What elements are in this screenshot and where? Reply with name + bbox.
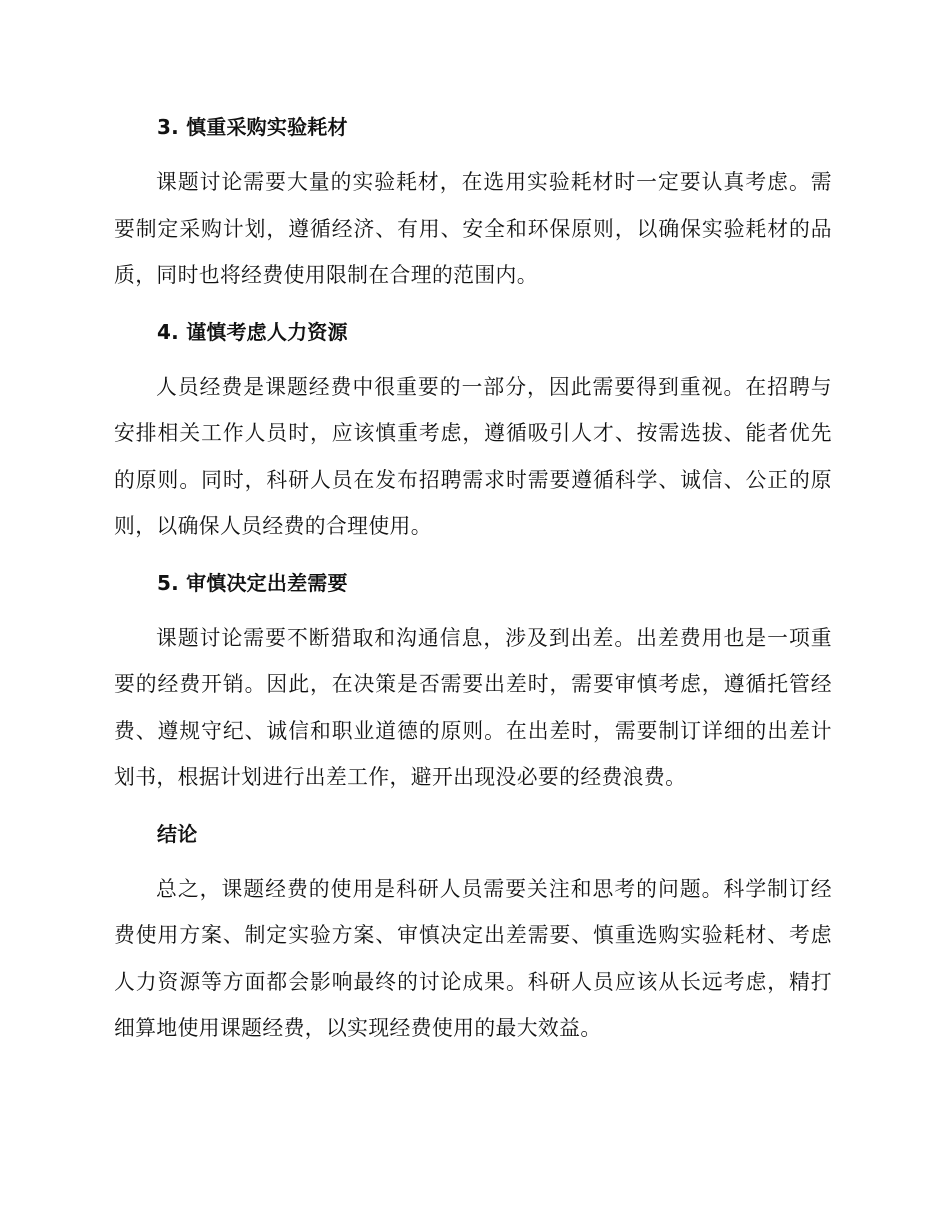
section-human-resources [114,316,832,550]
section-heading: 5. 审慎决定出差需要 [157,570,348,595]
section-travel [114,567,832,801]
section-heading: 4. 谨慎考虑人力资源 [157,319,348,344]
section-paragraph: 课题讨论需要不断猎取和沟通信息，涉及到出差。出差费用也是一项重要的经费开销。因此，在决策是否需要出差时，需要审慎考虑，遵循托管经费、遵规守纪、诚信和职业道德的原则。在出差时，需要制订详细的出差计划书，根据计划进行出差工作，避开出现没必要的经费浪费。 [114,625,832,789]
section-paragraph: 总之，课题经费的使用是科研人员需要关注和思考的问题。科学制订经费使用方案、制定实验方案、审慎决定出差需要、慎重选购实验耗材、考虑人力资源等方面都会影响最终的讨论成果。科研人员应该从长远考虑，精打细算地使用课题经费，以实现经费使用的最大效益。 [114,876,832,1040]
section-paragraph: 课题讨论需要大量的实验耗材，在选用实验耗材时一定要认真考虑。需要制定采购计划，遵循经济、有用、安全和环保原则，以确保实验耗材的品质，同时也将经费使用限制在合理的范围内。 [114,170,832,287]
section-conclusion [114,818,832,1052]
section-consumables [114,111,832,299]
section-paragraph: 人员经费是课题经费中很重要的一部分，因此需要得到重视。在招聘与安排相关工作人员时，应该慎重考虑，遵循吸引人才、按需选拔、能者优先的原则。同时，科研人员在发布招聘需求时需要遵循科学、诚信、公正的原则，以确保人员经费的合理使用。 [114,374,832,538]
section-heading: 结论 [157,821,198,846]
section-heading: 3. 慎重采购实验耗材 [157,115,348,139]
